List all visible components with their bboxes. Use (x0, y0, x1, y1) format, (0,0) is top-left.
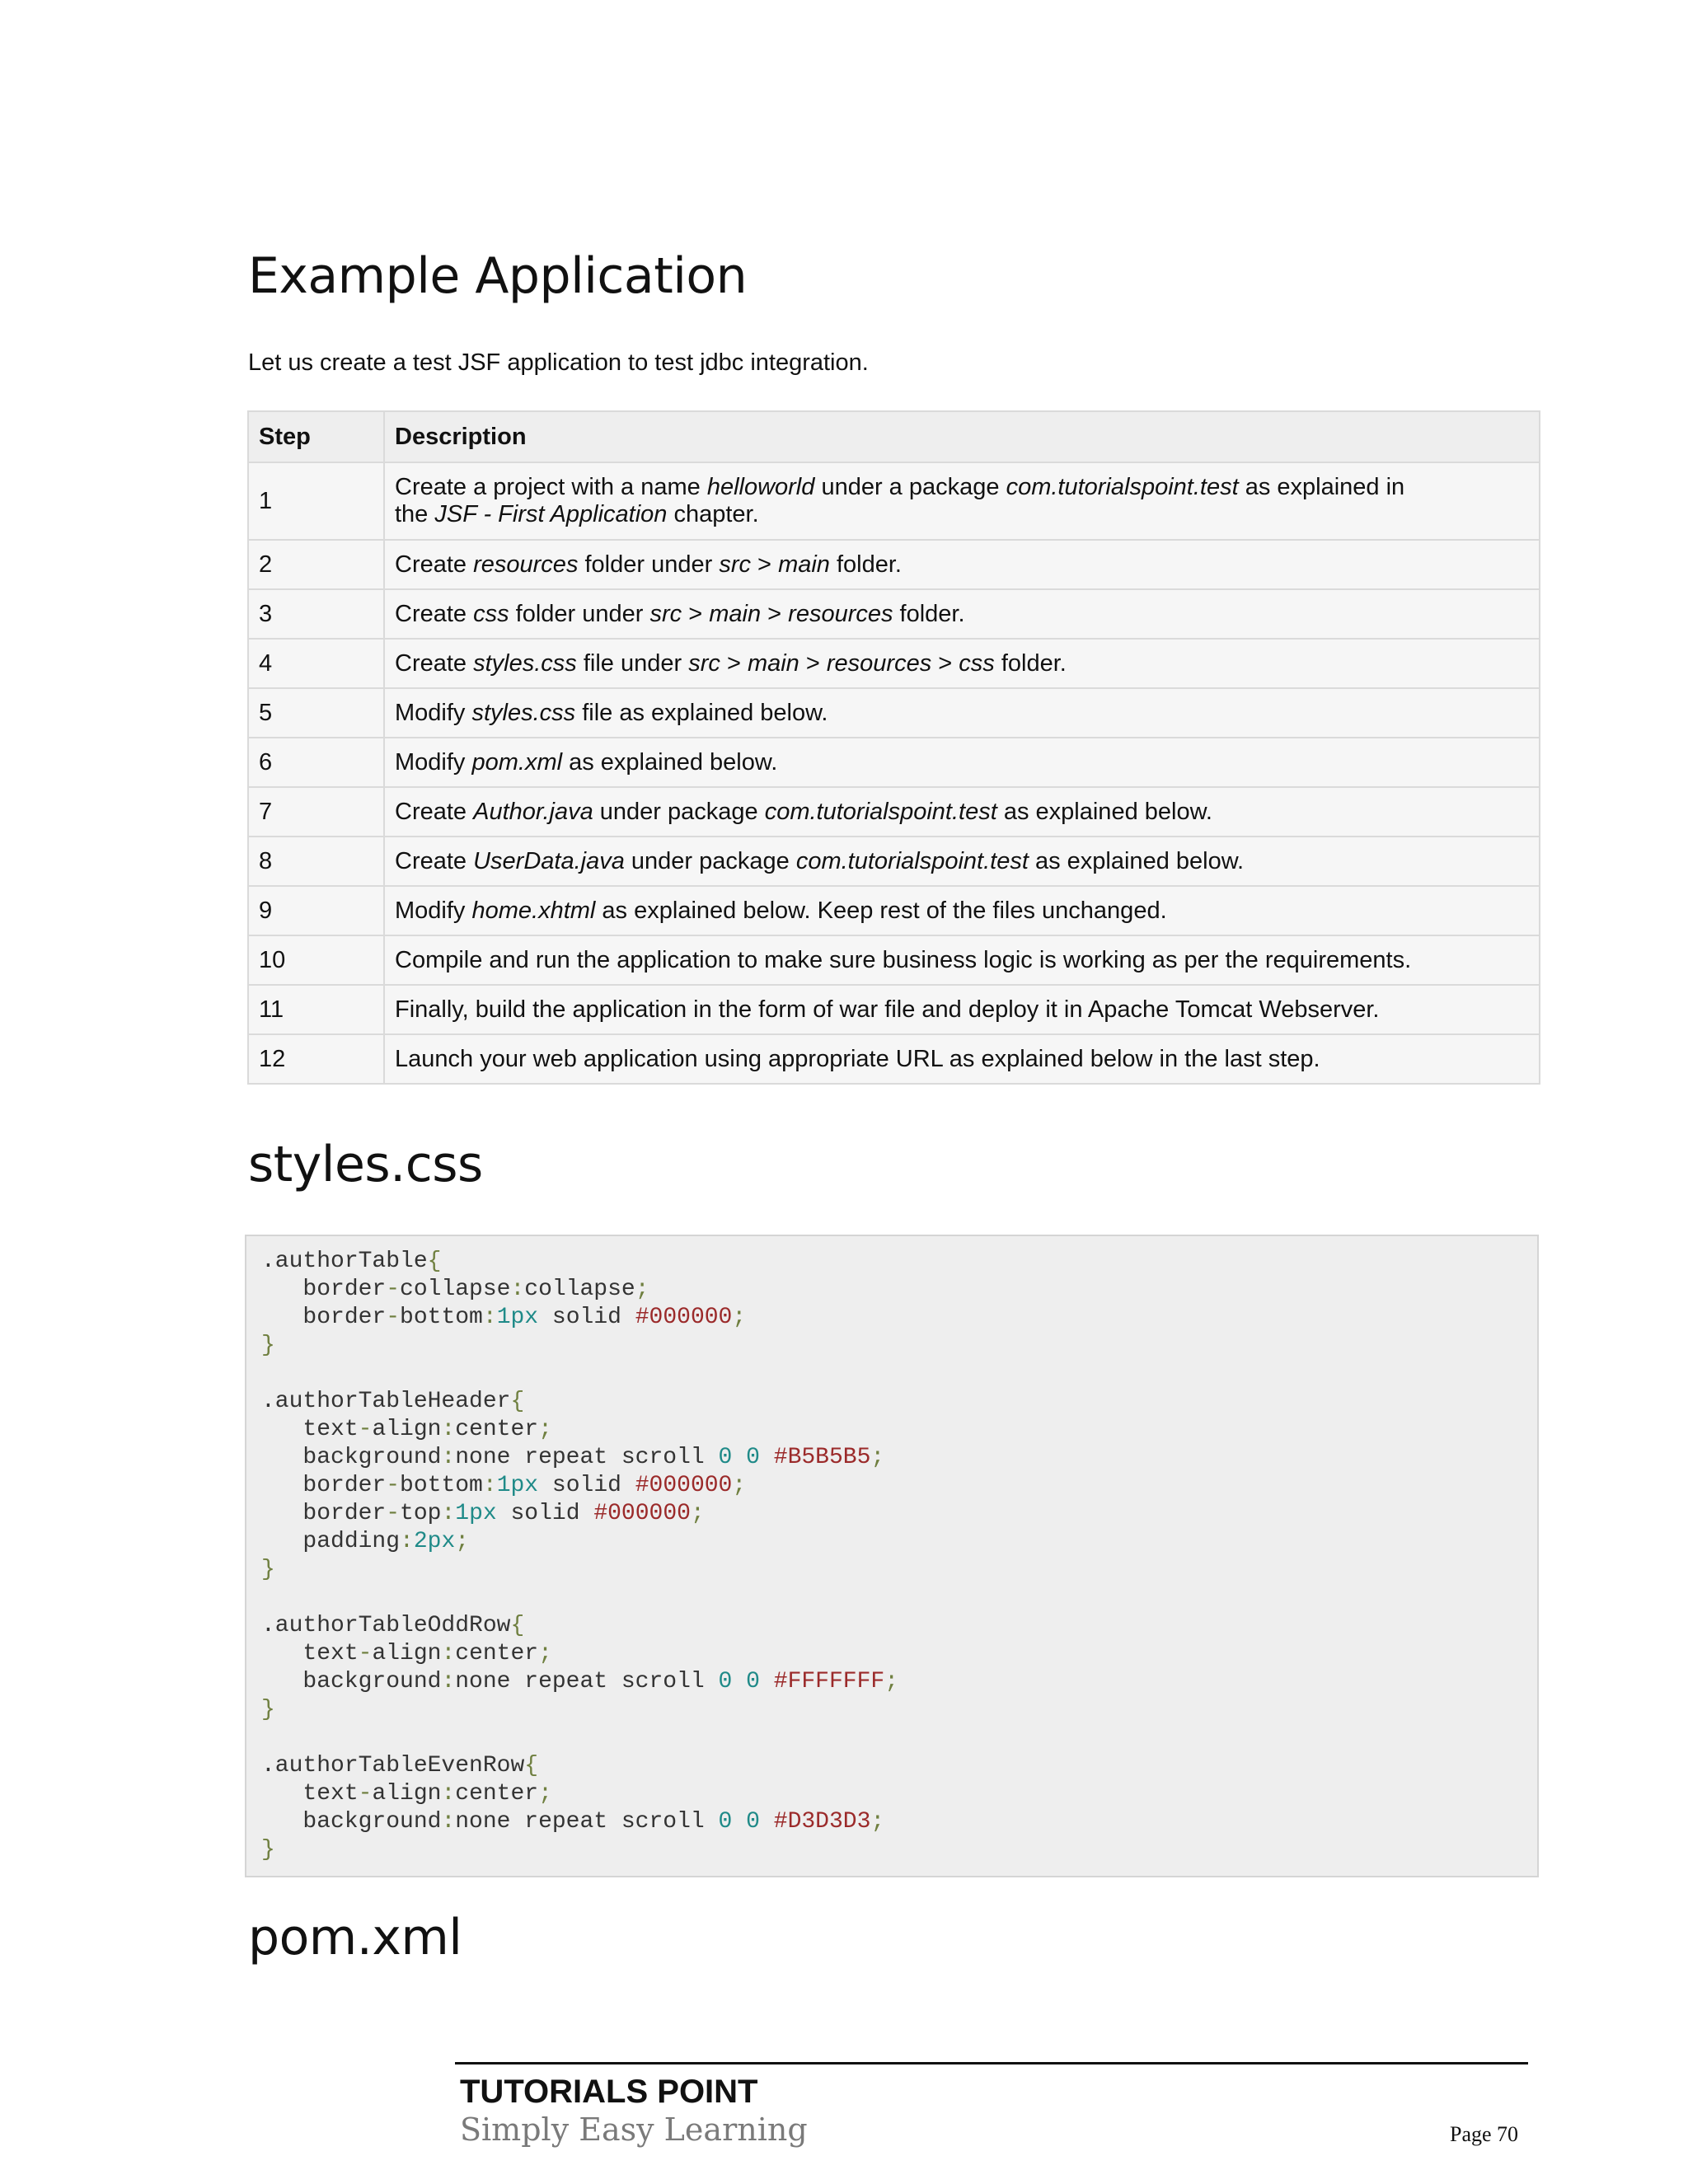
step-column-header: Step (248, 411, 384, 462)
code-token: align (372, 1641, 442, 1666)
code-token: : (400, 1529, 414, 1554)
table-row (248, 837, 1540, 886)
code-token: : (441, 1501, 456, 1526)
code-token (732, 1445, 746, 1470)
code-token: bottom (400, 1305, 483, 1330)
steps-table (247, 410, 1540, 1085)
code-token: align (372, 1781, 442, 1807)
code-token: none repeat scroll (455, 1669, 719, 1694)
code-token: - (358, 1781, 373, 1807)
code-token: #000000 (635, 1305, 733, 1330)
code-token: ; (455, 1529, 470, 1554)
table-row (248, 1034, 1540, 1084)
code-token: - (358, 1417, 373, 1442)
code-line (261, 1249, 441, 1274)
description-italic-text: pom.xml (471, 748, 563, 776)
code-token: : (441, 1669, 456, 1694)
description-text: folder. (994, 649, 1067, 677)
description-text: Create (395, 847, 474, 874)
code-token: { (427, 1249, 442, 1274)
description-column-header: Description (384, 411, 1540, 462)
code-token: 0 (718, 1809, 733, 1835)
step-description (384, 837, 1540, 886)
code-token: ; (538, 1781, 552, 1807)
code-line (261, 1277, 649, 1302)
description-text: > (799, 649, 827, 677)
code-token: 1px (496, 1473, 539, 1498)
table-row (248, 787, 1540, 837)
code-token: - (386, 1501, 401, 1526)
code-token: background (261, 1809, 442, 1835)
steps-table-header-row (248, 411, 1540, 462)
code-token: 0 (746, 1669, 760, 1694)
code-token: 0 (718, 1669, 733, 1694)
description-text: Compile and run the application to make sure business logic is working as per the requirements. (395, 946, 1412, 973)
code-token: none repeat scroll (455, 1445, 719, 1470)
code-listing (261, 1248, 1522, 1864)
code-line (261, 1613, 524, 1638)
code-token: ; (884, 1669, 898, 1694)
description-text: under a package (814, 474, 1006, 500)
step-description (384, 886, 1540, 935)
table-row (248, 688, 1540, 738)
code-line (261, 1781, 552, 1807)
pom-xml-heading: pom.xml (248, 1909, 462, 1966)
code-token: .authorTableEvenRow (261, 1753, 525, 1779)
code-line (261, 1473, 746, 1498)
code-token: ; (732, 1305, 747, 1330)
description-text: file as explained below. (575, 699, 828, 726)
code-line (261, 1389, 524, 1414)
step-description (384, 540, 1540, 589)
table-row (248, 886, 1540, 935)
code-token: ; (870, 1445, 885, 1470)
code-token (760, 1669, 774, 1694)
code-line (261, 1529, 469, 1554)
code-token: 1px (455, 1501, 497, 1526)
code-line (261, 1501, 705, 1526)
code-token: background (261, 1445, 442, 1470)
description-italic-text: resources (788, 600, 893, 627)
code-token: { (510, 1613, 525, 1638)
step-description (384, 639, 1540, 688)
code-token: text (261, 1641, 359, 1666)
code-token: ; (732, 1473, 747, 1498)
page-heading: Example Application (248, 247, 748, 305)
description-text: > (751, 551, 779, 578)
step-number: 7 (248, 787, 384, 837)
description-italic-text: src (688, 649, 720, 677)
code-token (732, 1809, 746, 1835)
step-description (384, 935, 1540, 985)
code-token: - (386, 1473, 401, 1498)
code-token: center (455, 1417, 539, 1442)
description-italic-text: home.xhtml (471, 897, 596, 924)
description-italic-text: com.tutorialspoint.test (764, 798, 997, 825)
code-line (261, 1445, 884, 1470)
description-italic-text: main (778, 551, 830, 578)
code-token: ; (538, 1417, 552, 1442)
description-text: folder. (829, 551, 902, 578)
code-token: #D3D3D3 (773, 1809, 871, 1835)
code-token: - (358, 1641, 373, 1666)
description-text: as explained below. Keep rest of the files unchanged. (595, 897, 1167, 924)
description-text: under package (624, 847, 796, 874)
code-token: collapse (400, 1277, 511, 1302)
description-text: as explained below. (996, 798, 1212, 825)
step-number: 6 (248, 738, 384, 787)
description-italic-text: src (719, 551, 751, 578)
step-number: 4 (248, 639, 384, 688)
description-italic-text: JSF - First Application (434, 501, 668, 527)
code-token: #FFFFFFF (773, 1669, 885, 1694)
code-token: { (510, 1389, 525, 1414)
description-text: under package (593, 798, 765, 825)
code-token: solid (538, 1305, 635, 1330)
code-token: border (261, 1277, 387, 1302)
code-token: : (510, 1277, 525, 1302)
code-token (760, 1445, 774, 1470)
description-text: the (395, 501, 435, 527)
table-row (248, 985, 1540, 1034)
step-number: 12 (248, 1034, 384, 1084)
description-text: Modify (395, 699, 472, 726)
code-line (261, 1641, 552, 1666)
table-row (248, 589, 1540, 639)
step-number: 11 (248, 985, 384, 1034)
styles-css-heading: styles.css (248, 1136, 483, 1193)
step-description (384, 1034, 1540, 1084)
description-italic-text: css (959, 649, 995, 677)
description-text: Finally, build the application in the form of war file and deploy it in Apache Tomcat Webserver. (395, 996, 1380, 1023)
description-text: file under (576, 649, 689, 677)
code-token: .authorTableOddRow (261, 1613, 511, 1638)
description-text: as explained below. (1028, 847, 1245, 874)
code-token: center (455, 1641, 539, 1666)
step-number: 8 (248, 837, 384, 886)
code-token: : (482, 1305, 497, 1330)
description-italic-text: css (473, 600, 509, 627)
description-italic-text: main (709, 600, 762, 627)
description-text: Modify (395, 897, 472, 924)
code-token: 0 (746, 1809, 760, 1835)
code-token: : (441, 1641, 456, 1666)
description-text: Create a project with a name (395, 474, 707, 500)
code-token: #B5B5B5 (773, 1445, 871, 1470)
description-italic-text: styles.css (471, 699, 576, 726)
step-number: 1 (248, 462, 384, 540)
table-row (248, 935, 1540, 985)
code-token (732, 1669, 746, 1694)
code-token: #000000 (593, 1501, 691, 1526)
code-token: border (261, 1501, 387, 1526)
code-token: text (261, 1781, 359, 1807)
code-token: } (261, 1557, 275, 1582)
code-token: { (524, 1753, 539, 1779)
code-token: ; (538, 1641, 552, 1666)
step-description (384, 462, 1540, 540)
code-token: .authorTable (261, 1249, 428, 1274)
description-text: Create (395, 649, 474, 677)
code-token: ; (635, 1277, 649, 1302)
step-description (384, 787, 1540, 837)
step-number: 9 (248, 886, 384, 935)
code-token: : (482, 1473, 497, 1498)
code-token: background (261, 1669, 442, 1694)
footer-divider (455, 2062, 1528, 2064)
description-italic-text: com.tutorialspoint.test (1006, 474, 1239, 500)
code-token: : (441, 1781, 456, 1807)
code-line (261, 1669, 898, 1694)
description-italic-text: Author.java (473, 798, 593, 825)
step-description (384, 738, 1540, 787)
code-token: .authorTableHeader (261, 1389, 511, 1414)
code-token: border (261, 1305, 387, 1330)
code-token: ; (870, 1809, 885, 1835)
description-italic-text: resources (826, 649, 932, 677)
description-text: Launch your web application using appropriate URL as explained below in the last step. (395, 1045, 1320, 1072)
table-row (248, 462, 1540, 540)
page-number: Page 70 (1450, 2122, 1519, 2146)
description-text: Create (395, 551, 474, 578)
description-italic-text: helloworld (706, 474, 815, 500)
code-token: solid (538, 1473, 635, 1498)
steps-table-body (248, 462, 1540, 1084)
code-token: solid (496, 1501, 594, 1526)
code-token: padding (261, 1529, 401, 1554)
code-token: bottom (400, 1473, 483, 1498)
code-token: text (261, 1417, 359, 1442)
code-token (760, 1809, 774, 1835)
step-number: 2 (248, 540, 384, 589)
step-number: 10 (248, 935, 384, 985)
description-italic-text: styles.css (473, 649, 577, 677)
code-line (261, 1417, 552, 1442)
code-token: : (441, 1809, 456, 1835)
code-token: #000000 (635, 1473, 733, 1498)
description-text: Create (395, 600, 474, 627)
step-description (384, 688, 1540, 738)
code-token: : (441, 1445, 456, 1470)
code-token: 0 (718, 1445, 733, 1470)
intro-paragraph: Let us create a test JSF application to test jdbc integration. (248, 349, 869, 376)
code-token: 0 (746, 1445, 760, 1470)
code-line (261, 1333, 275, 1358)
step-description (384, 589, 1540, 639)
table-row (248, 540, 1540, 589)
code-token: - (386, 1277, 401, 1302)
footer-tagline: Simply Easy Learning (460, 2111, 808, 2148)
code-token: border (261, 1473, 387, 1498)
code-token: align (372, 1417, 442, 1442)
code-token: 2px (413, 1529, 456, 1554)
description-text: chapter. (667, 501, 759, 527)
code-token: ; (690, 1501, 705, 1526)
description-text: > (761, 600, 789, 627)
code-line (261, 1557, 275, 1582)
code-token: 1px (496, 1305, 539, 1330)
table-row (248, 639, 1540, 688)
code-token: } (261, 1837, 275, 1863)
description-text: Modify (395, 748, 472, 776)
step-number: 5 (248, 688, 384, 738)
step-number: 3 (248, 589, 384, 639)
description-text: > (720, 649, 748, 677)
code-token: - (386, 1305, 401, 1330)
code-token: top (400, 1501, 442, 1526)
description-italic-text: UserData.java (473, 847, 625, 874)
description-text: folder under (509, 600, 650, 627)
code-token: collapse (524, 1277, 635, 1302)
description-italic-text: src (649, 600, 682, 627)
description-text: as explained below. (562, 748, 778, 776)
description-italic-text: main (747, 649, 799, 677)
code-line (261, 1753, 538, 1779)
description-text: > (931, 649, 959, 677)
description-italic-text: com.tutorialspoint.test (795, 847, 1029, 874)
description-text: folder under (578, 551, 720, 578)
code-line (261, 1809, 884, 1835)
code-token: none repeat scroll (455, 1809, 719, 1835)
table-row (248, 738, 1540, 787)
description-italic-text: resources (473, 551, 579, 578)
description-text: Create (395, 798, 474, 825)
code-line (261, 1305, 746, 1330)
code-line (261, 1697, 275, 1722)
code-line (261, 1837, 275, 1863)
footer-brand: TUTORIALS POINT (460, 2074, 758, 2110)
description-text: folder. (893, 600, 965, 627)
code-token: center (455, 1781, 539, 1807)
description-text: as explained in (1238, 474, 1405, 500)
description-text: > (682, 600, 710, 627)
code-token: } (261, 1333, 275, 1358)
code-block (245, 1235, 1539, 1877)
step-description (384, 985, 1540, 1034)
code-token: : (441, 1417, 456, 1442)
code-token: } (261, 1697, 275, 1722)
